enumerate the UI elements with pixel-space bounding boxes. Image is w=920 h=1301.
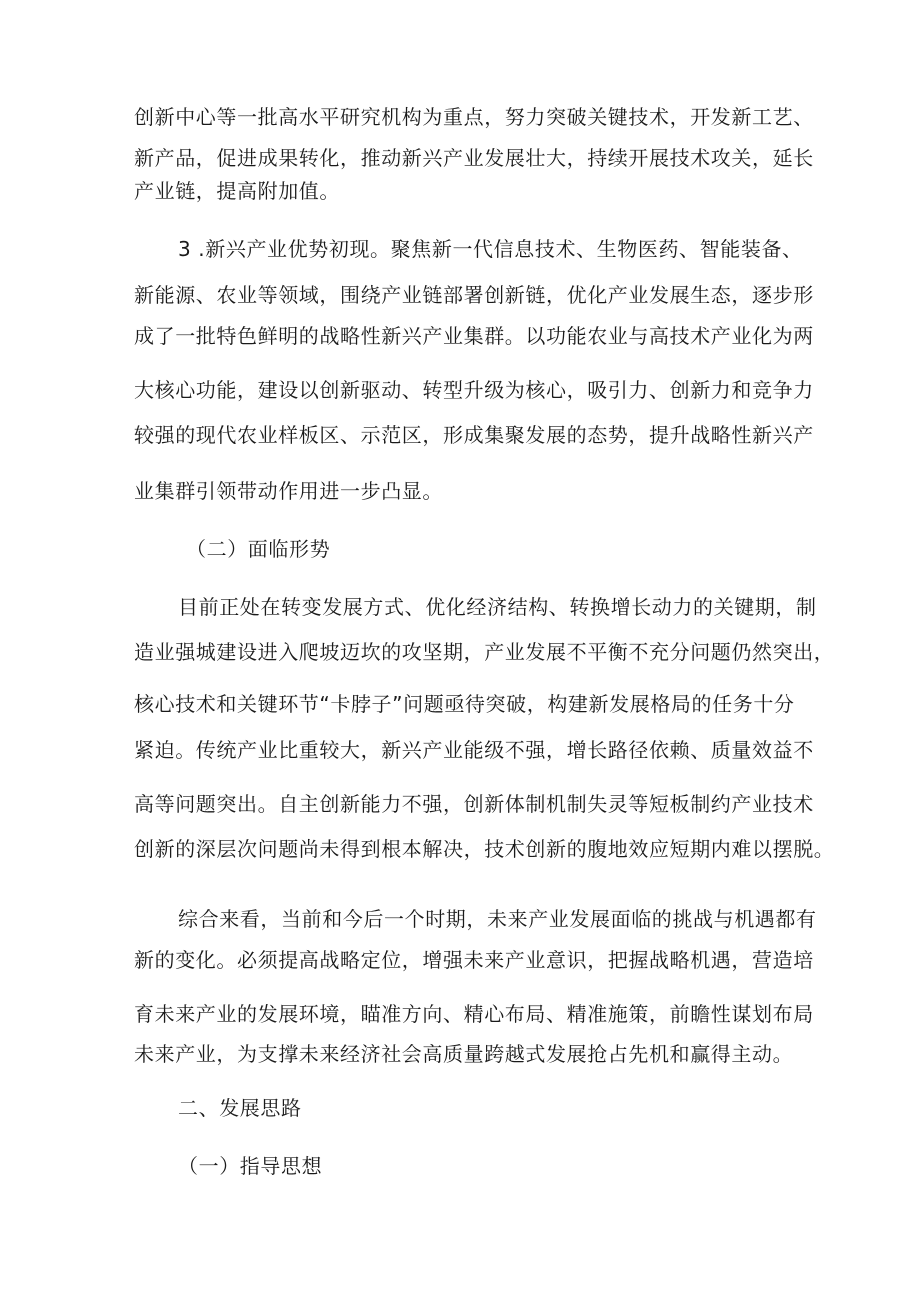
- paragraph-line: 核心技术和关键环节“卡脖子”问题亟待突破，构建新发展格局的任务十分: [134, 692, 795, 716]
- paragraph-line: 创新的深层次问题尚未得到根本解决，技术创新的腹地效应短期内难以摆脱。: [134, 837, 835, 861]
- paragraph-line: 综合来看，当前和今后一个时期，未来产业发展面临的挑战与机遇都有: [178, 907, 817, 931]
- paragraph-line: 成了一批特色鲜明的战略性新兴产业集群。以功能农业与高技术产业化为两: [134, 324, 814, 348]
- subsection-heading: （二）面临形势: [186, 537, 331, 561]
- section-heading: 二、发展思路: [178, 1096, 302, 1120]
- paragraph-line: 新能源、农业等领域，围绕产业链部署创新链，优化产业发展生态，逐步形: [134, 283, 814, 307]
- paragraph-line: 目前正处在转变发展方式、优化经济结构、转换增长动力的关键期，制: [178, 595, 817, 619]
- paragraph-line: 高等问题突出。自主创新能力不强，创新体制机制失灵等短板制约产业技术: [134, 792, 814, 816]
- paragraph-line: 3 .新兴产业优势初现。聚焦新一代信息技术、生物医药、智能装备、: [178, 237, 803, 261]
- paragraph-line: 较强的现代农业样板区、示范区，形成集聚发展的态势，提升战略性新兴产: [134, 423, 814, 447]
- paragraph-line: 创新中心等一批高水平研究机构为重点，努力突破关键技术，开发新工艺、: [134, 105, 814, 129]
- paragraph-line: 新的变化。必须提高战略定位，增强未来产业意识，把握战略机遇，营造培: [134, 948, 814, 972]
- paragraph-line: 育未来产业的发展环境，瞄准方向、精心布局、精准施策，前瞻性谋划布局: [134, 1002, 814, 1026]
- paragraph-line: 业集群引领带动作用进一步凸显。: [134, 479, 443, 503]
- paragraph-line: 造业强城建设进入爬坡迈坎的攻坚期，产业发展不平衡不充分问题仍然突出，: [134, 640, 835, 664]
- paragraph-line: 大核心功能，建设以创新驱动、转型升级为核心，吸引力、创新力和竞争力: [134, 378, 814, 402]
- subsection-heading: （一）指导思想: [178, 1154, 323, 1178]
- paragraph-line: 紧迫。传统产业比重较大，新兴产业能级不强，增长路径依赖、质量效益不: [134, 738, 814, 762]
- paragraph-line: 产业链，提高附加值。: [134, 179, 340, 203]
- paragraph-line: 未来产业，为支撑未来经济社会高质量跨越式发展抢占先机和赢得主动。: [134, 1042, 794, 1066]
- paragraph-line: 新产品，促进成果转化，推动新兴产业发展壮大，持续开展技术攻关，延长: [134, 146, 814, 170]
